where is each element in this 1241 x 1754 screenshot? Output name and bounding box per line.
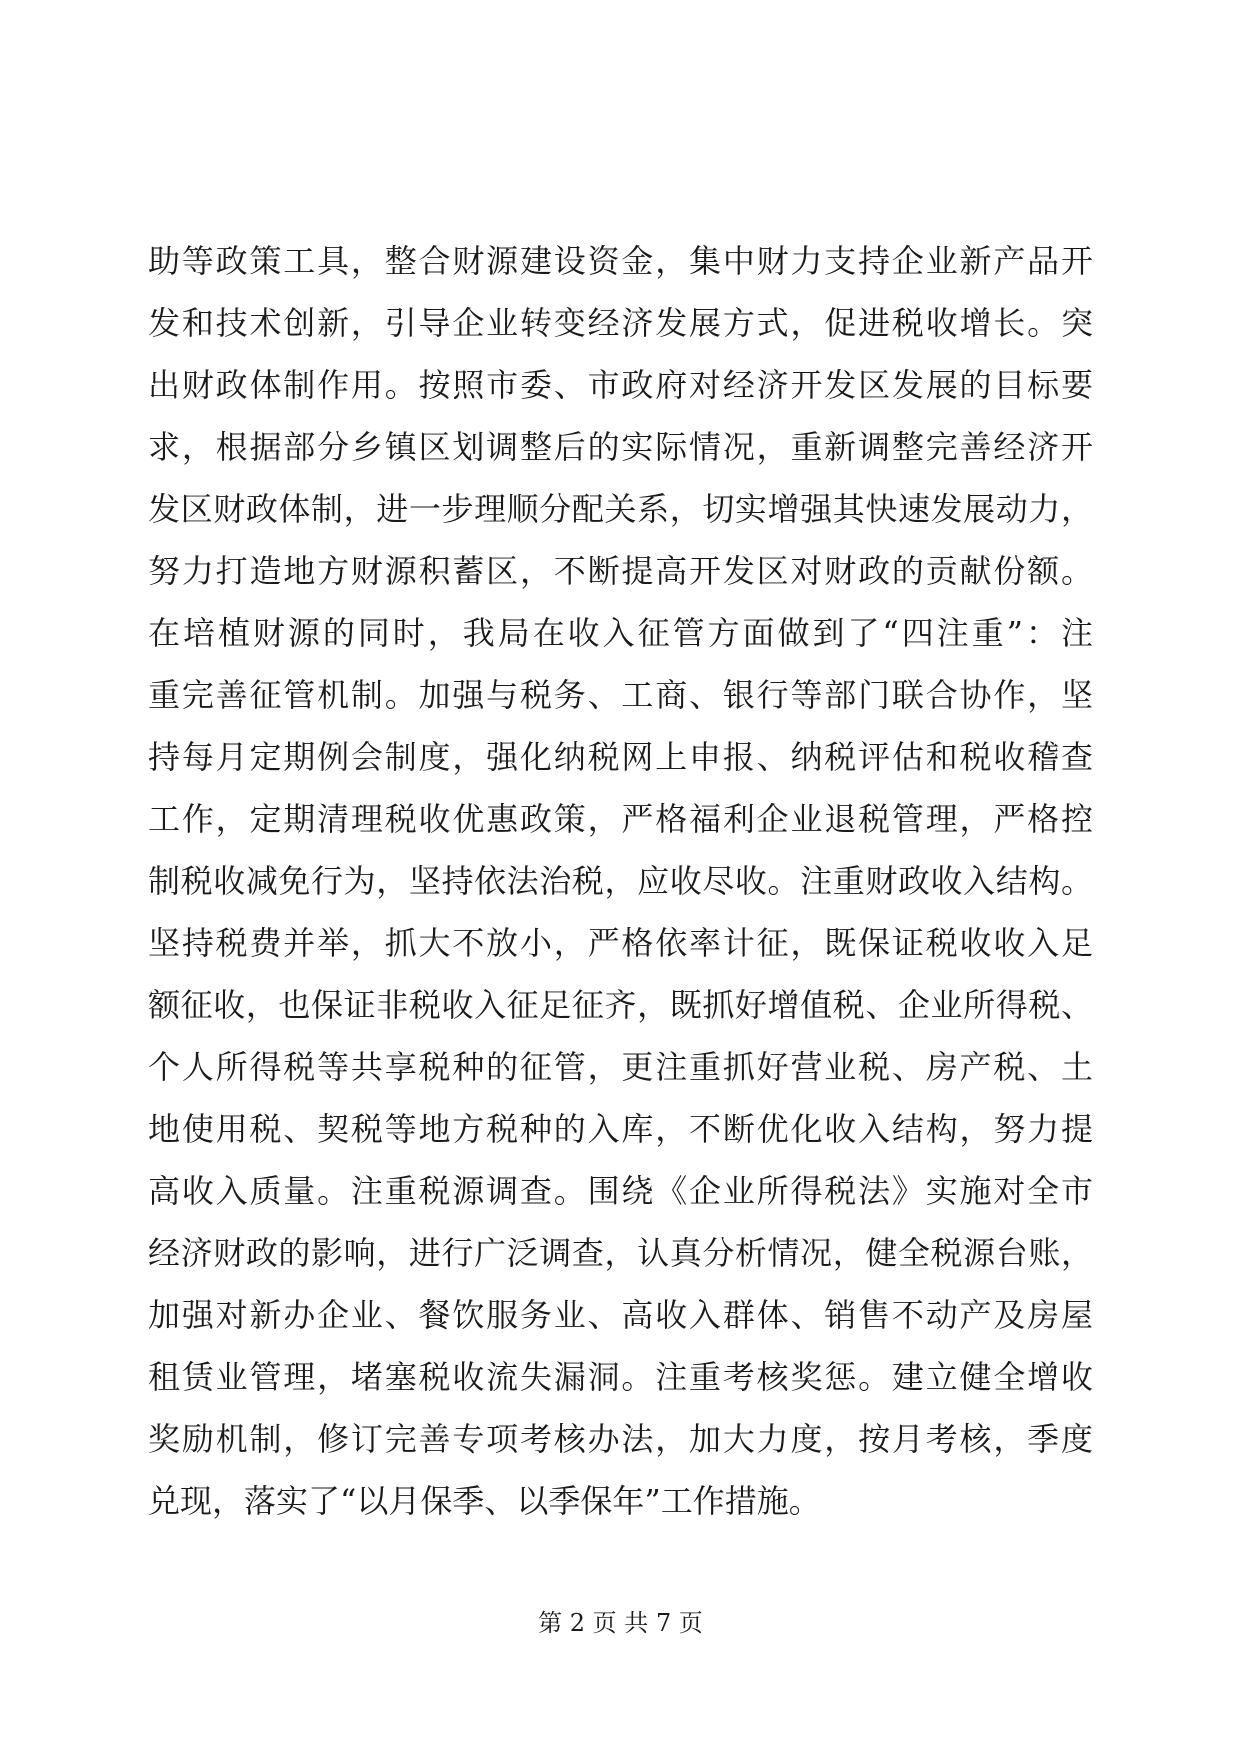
text-line: 奖励机制，修订完善专项考核办法，加大力度，按月考核，季度 — [148, 1420, 1093, 1458]
text-line: 在培植财源的同时，我局在收入征管方面做到了“四注重”：注 — [148, 614, 1093, 652]
text-line: 租赁业管理，堵塞税收流失漏洞。注重考核奖惩。建立健全增收 — [148, 1358, 1093, 1396]
text-line: 兑现，落实了“以月保季、以季保年”工作措施。 — [148, 1482, 821, 1520]
text-line: 地使用税、契税等地方税种的入库，不断优化收入结构，努力提 — [148, 1110, 1093, 1148]
text-line: 发和技术创新，引导企业转变经济发展方式，促进税收增长。突 — [148, 304, 1093, 342]
text-line: 制税收减免行为，坚持依法治税，应收尽收。注重财政收入结构。 — [148, 862, 1093, 900]
text-line: 持每月定期例会制度，强化纳税网上申报、纳税评估和税收稽查 — [148, 738, 1093, 776]
body-paragraph — [148, 230, 1093, 1532]
text-line: 高收入质量。注重税源调查。围绕《企业所得税法》实施对全市 — [148, 1172, 1093, 1210]
text-line: 努力打造地方财源积蓄区，不断提高开发区对财政的贡献份额。 — [148, 552, 1093, 590]
text-line: 个人所得税等共享税种的征管，更注重抓好营业税、房产税、土 — [148, 1048, 1093, 1086]
text-line: 发区财政体制，进一步理顺分配关系，切实增强其快速发展动力， — [148, 490, 1093, 528]
text-line: 重完善征管机制。加强与税务、工商、银行等部门联合协作，坚 — [148, 676, 1093, 714]
page-number-footer: 第 2 页 共 7 页 — [538, 1609, 703, 1637]
text-line: 额征收，也保证非税收入征足征齐，既抓好增值税、企业所得税、 — [148, 986, 1093, 1024]
text-line: 工作，定期清理税收优惠政策，严格福利企业退税管理，严格控 — [148, 800, 1093, 838]
text-line: 求，根据部分乡镇区划调整后的实际情况，重新调整完善经济开 — [148, 428, 1093, 466]
text-line: 坚持税费并举，抓大不放小，严格依率计征，既保证税收收入足 — [148, 924, 1093, 962]
text-line: 加强对新办企业、餐饮服务业、高收入群体、销售不动产及房屋 — [148, 1296, 1093, 1334]
text-line: 助等政策工具，整合财源建设资金，集中财力支持企业新产品开 — [148, 242, 1093, 280]
text-line: 出财政体制作用。按照市委、市政府对经济开发区发展的目标要 — [148, 366, 1093, 404]
text-line: 经济财政的影响，进行广泛调查，认真分析情况，健全税源台账， — [148, 1234, 1093, 1272]
